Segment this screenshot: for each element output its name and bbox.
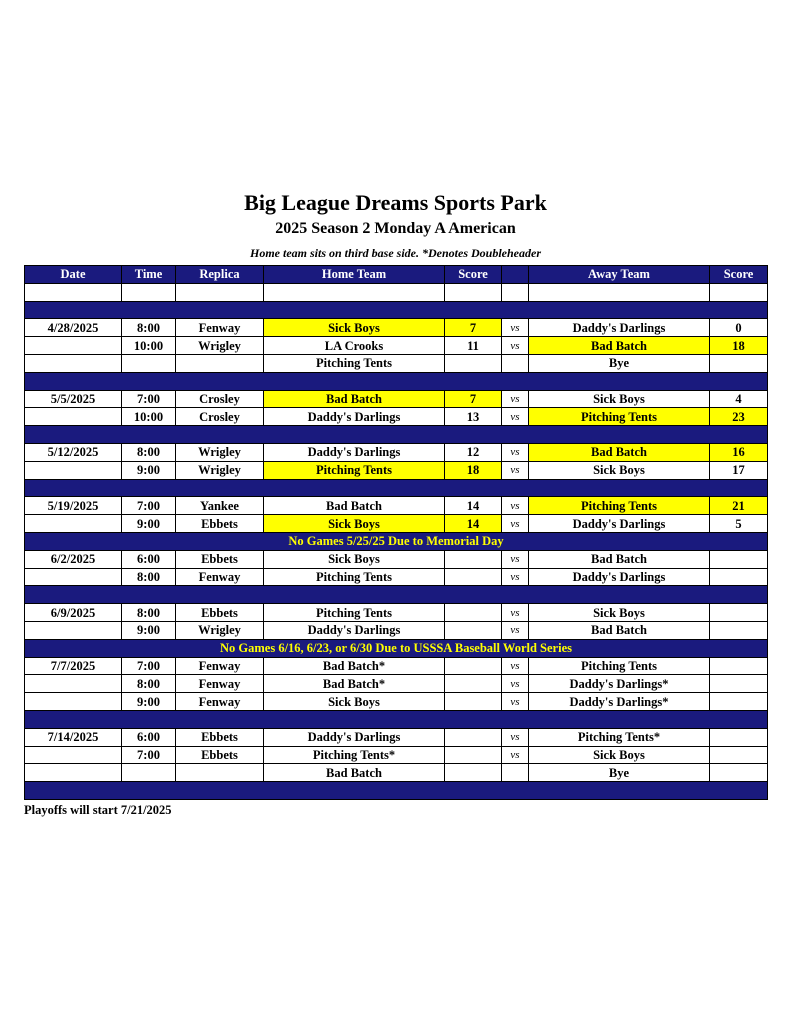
away-score-cell: 0 bbox=[710, 319, 768, 337]
away-score-cell bbox=[710, 604, 768, 622]
date-cell: 5/19/2025 bbox=[25, 497, 122, 515]
replica-cell: Wrigley bbox=[176, 461, 264, 479]
page-subtitle: 2025 Season 2 Monday A American bbox=[275, 220, 516, 237]
col-header-away-team: Away Team bbox=[529, 266, 710, 284]
away-team-cell: Bye bbox=[529, 764, 710, 782]
replica-cell: Ebbets bbox=[176, 728, 264, 746]
home-score-cell bbox=[445, 568, 502, 586]
vs-cell: vs bbox=[502, 675, 529, 693]
home-score-cell bbox=[445, 604, 502, 622]
separator-row bbox=[25, 426, 768, 444]
date-cell: 6/2/2025 bbox=[25, 550, 122, 568]
vs-cell: vs bbox=[502, 550, 529, 568]
separator-bar bbox=[25, 710, 768, 728]
time-cell: 7:00 bbox=[122, 390, 176, 408]
replica-cell: Yankee bbox=[176, 497, 264, 515]
away-team-cell: Bye bbox=[529, 354, 710, 372]
date-cell bbox=[25, 461, 122, 479]
replica-cell bbox=[176, 764, 264, 782]
game-row bbox=[25, 443, 768, 461]
col-header-replica: Replica bbox=[176, 266, 264, 284]
game-row bbox=[25, 354, 768, 372]
away-team-cell: Bad Batch bbox=[529, 337, 710, 355]
date-cell bbox=[25, 283, 122, 301]
header-row bbox=[25, 266, 768, 284]
no-games-message: No Games 5/25/25 Due to Memorial Day bbox=[25, 532, 768, 550]
separator-row bbox=[25, 372, 768, 390]
date-cell bbox=[25, 408, 122, 426]
time-cell: 8:00 bbox=[122, 443, 176, 461]
game-row bbox=[25, 461, 768, 479]
vs-cell: vs bbox=[502, 443, 529, 461]
replica-cell: Ebbets bbox=[176, 604, 264, 622]
col-header-date: Date bbox=[25, 266, 122, 284]
vs-cell: vs bbox=[502, 337, 529, 355]
date-cell: 5/5/2025 bbox=[25, 390, 122, 408]
away-score-cell: 23 bbox=[710, 408, 768, 426]
time-cell: 6:00 bbox=[122, 550, 176, 568]
home-score-cell: 18 bbox=[445, 461, 502, 479]
game-row bbox=[25, 390, 768, 408]
date-cell bbox=[25, 354, 122, 372]
away-score-cell bbox=[710, 764, 768, 782]
time-cell: 10:00 bbox=[122, 408, 176, 426]
vs-cell: vs bbox=[502, 621, 529, 639]
time-cell: 8:00 bbox=[122, 568, 176, 586]
no-games-row bbox=[25, 532, 768, 550]
home-team-cell: Sick Boys bbox=[264, 515, 445, 533]
date-cell: 7/14/2025 bbox=[25, 728, 122, 746]
away-score-cell bbox=[710, 550, 768, 568]
away-score-cell bbox=[710, 621, 768, 639]
home-team-cell: Daddy's Darlings bbox=[264, 728, 445, 746]
home-team-cell: Daddy's Darlings bbox=[264, 621, 445, 639]
separator-row bbox=[25, 301, 768, 319]
away-score-cell bbox=[710, 354, 768, 372]
home-score-cell: 12 bbox=[445, 443, 502, 461]
schedule-table bbox=[24, 265, 768, 800]
vs-cell: vs bbox=[502, 657, 529, 675]
playoffs-note: Playoffs will start 7/21/2025 bbox=[24, 803, 172, 817]
home-team-cell: Daddy's Darlings bbox=[264, 408, 445, 426]
vs-cell: vs bbox=[502, 604, 529, 622]
game-row bbox=[25, 604, 768, 622]
separator-bar bbox=[25, 782, 768, 800]
col-header-home-score: Score bbox=[445, 266, 502, 284]
away-score-cell bbox=[710, 675, 768, 693]
game-row bbox=[25, 728, 768, 746]
home-score-cell: 11 bbox=[445, 337, 502, 355]
away-score-cell bbox=[710, 728, 768, 746]
replica-cell: Fenway bbox=[176, 319, 264, 337]
game-row bbox=[25, 497, 768, 515]
time-cell bbox=[122, 764, 176, 782]
game-row bbox=[25, 568, 768, 586]
home-team-cell: Pitching Tents bbox=[264, 354, 445, 372]
no-games-row bbox=[25, 639, 768, 657]
date-cell bbox=[25, 764, 122, 782]
time-cell: 8:00 bbox=[122, 604, 176, 622]
replica-cell: Crosley bbox=[176, 390, 264, 408]
time-cell: 8:00 bbox=[122, 319, 176, 337]
game-row bbox=[25, 550, 768, 568]
away-score-cell: 18 bbox=[710, 337, 768, 355]
away-score-cell: 4 bbox=[710, 390, 768, 408]
away-team-cell: Daddy's Darlings* bbox=[529, 675, 710, 693]
page-title: Big League Dreams Sports Park bbox=[244, 190, 547, 215]
no-games-message: No Games 6/16, 6/23, or 6/30 Due to USSSA Baseball World Series bbox=[25, 639, 768, 657]
home-team-cell: Sick Boys bbox=[264, 550, 445, 568]
vs-cell: vs bbox=[502, 319, 529, 337]
time-cell bbox=[122, 283, 176, 301]
vs-cell bbox=[502, 764, 529, 782]
home-team-cell: Sick Boys bbox=[264, 693, 445, 711]
game-row bbox=[25, 693, 768, 711]
game-row bbox=[25, 621, 768, 639]
time-cell: 7:00 bbox=[122, 746, 176, 764]
replica-cell: Wrigley bbox=[176, 621, 264, 639]
vs-cell: vs bbox=[502, 515, 529, 533]
replica-cell bbox=[176, 283, 264, 301]
replica-cell: Ebbets bbox=[176, 550, 264, 568]
replica-cell: Crosley bbox=[176, 408, 264, 426]
away-score-cell bbox=[710, 746, 768, 764]
home-team-cell: Pitching Tents bbox=[264, 461, 445, 479]
date-cell bbox=[25, 675, 122, 693]
separator-row bbox=[25, 782, 768, 800]
time-cell bbox=[122, 354, 176, 372]
away-team-cell: Bad Batch bbox=[529, 443, 710, 461]
away-team-cell: Sick Boys bbox=[529, 604, 710, 622]
away-team-cell: Bad Batch bbox=[529, 621, 710, 639]
col-header-vs bbox=[502, 266, 529, 284]
replica-cell: Fenway bbox=[176, 693, 264, 711]
home-team-cell: Bad Batch* bbox=[264, 657, 445, 675]
away-team-cell: Daddy's Darlings bbox=[529, 515, 710, 533]
home-score-cell: 13 bbox=[445, 408, 502, 426]
date-cell bbox=[25, 693, 122, 711]
away-team-cell: Pitching Tents bbox=[529, 497, 710, 515]
separator-row bbox=[25, 586, 768, 604]
vs-cell: vs bbox=[502, 728, 529, 746]
away-team-cell: Daddy's Darlings* bbox=[529, 693, 710, 711]
replica-cell: Wrigley bbox=[176, 337, 264, 355]
game-row bbox=[25, 283, 768, 301]
game-row bbox=[25, 746, 768, 764]
vs-cell: vs bbox=[502, 693, 529, 711]
date-cell bbox=[25, 515, 122, 533]
home-team-cell: Daddy's Darlings bbox=[264, 443, 445, 461]
away-score-cell bbox=[710, 693, 768, 711]
home-team-cell: Pitching Tents bbox=[264, 568, 445, 586]
vs-cell bbox=[502, 283, 529, 301]
vs-cell bbox=[502, 354, 529, 372]
home-team-cell: Bad Batch* bbox=[264, 675, 445, 693]
away-team-cell: Pitching Tents bbox=[529, 408, 710, 426]
away-score-cell bbox=[710, 657, 768, 675]
time-cell: 9:00 bbox=[122, 515, 176, 533]
date-cell: 4/28/2025 bbox=[25, 319, 122, 337]
home-score-cell: 7 bbox=[445, 390, 502, 408]
home-score-cell bbox=[445, 354, 502, 372]
time-cell: 9:00 bbox=[122, 693, 176, 711]
away-team-cell: Daddy's Darlings bbox=[529, 568, 710, 586]
replica-cell: Ebbets bbox=[176, 515, 264, 533]
time-cell: 6:00 bbox=[122, 728, 176, 746]
home-team-cell: Bad Batch bbox=[264, 390, 445, 408]
date-cell: 5/12/2025 bbox=[25, 443, 122, 461]
home-score-cell bbox=[445, 693, 502, 711]
date-cell bbox=[25, 621, 122, 639]
vs-cell: vs bbox=[502, 568, 529, 586]
home-score-cell bbox=[445, 746, 502, 764]
home-score-cell bbox=[445, 728, 502, 746]
replica-cell: Ebbets bbox=[176, 746, 264, 764]
date-cell: 6/9/2025 bbox=[25, 604, 122, 622]
away-team-cell: Daddy's Darlings bbox=[529, 319, 710, 337]
home-score-cell bbox=[445, 764, 502, 782]
vs-cell: vs bbox=[502, 390, 529, 408]
away-team-cell bbox=[529, 283, 710, 301]
doubleheader-note: Home team sits on third base side. *Denotes Doubleheader bbox=[250, 246, 541, 260]
away-score-cell: 16 bbox=[710, 443, 768, 461]
separator-bar bbox=[25, 372, 768, 390]
game-row bbox=[25, 764, 768, 782]
vs-cell: vs bbox=[502, 408, 529, 426]
game-row bbox=[25, 675, 768, 693]
home-team-cell: Pitching Tents* bbox=[264, 746, 445, 764]
date-cell bbox=[25, 568, 122, 586]
game-row bbox=[25, 319, 768, 337]
replica-cell: Fenway bbox=[176, 568, 264, 586]
home-team-cell: Pitching Tents bbox=[264, 604, 445, 622]
home-team-cell: LA Crooks bbox=[264, 337, 445, 355]
away-team-cell: Sick Boys bbox=[529, 390, 710, 408]
home-score-cell bbox=[445, 283, 502, 301]
vs-cell: vs bbox=[502, 746, 529, 764]
col-header-home-team: Home Team bbox=[264, 266, 445, 284]
time-cell: 10:00 bbox=[122, 337, 176, 355]
col-header-away-score: Score bbox=[710, 266, 768, 284]
replica-cell: Wrigley bbox=[176, 443, 264, 461]
separator-bar bbox=[25, 426, 768, 444]
home-score-cell bbox=[445, 550, 502, 568]
date-cell bbox=[25, 746, 122, 764]
away-team-cell: Pitching Tents* bbox=[529, 728, 710, 746]
replica-cell: Fenway bbox=[176, 657, 264, 675]
away-team-cell: Sick Boys bbox=[529, 746, 710, 764]
time-cell: 9:00 bbox=[122, 461, 176, 479]
away-score-cell bbox=[710, 568, 768, 586]
away-team-cell: Sick Boys bbox=[529, 461, 710, 479]
vs-cell: vs bbox=[502, 497, 529, 515]
time-cell: 7:00 bbox=[122, 657, 176, 675]
away-score-cell: 21 bbox=[710, 497, 768, 515]
home-score-cell: 14 bbox=[445, 515, 502, 533]
away-team-cell: Pitching Tents bbox=[529, 657, 710, 675]
home-team-cell: Bad Batch bbox=[264, 764, 445, 782]
separator-bar bbox=[25, 586, 768, 604]
separator-bar bbox=[25, 301, 768, 319]
home-score-cell bbox=[445, 621, 502, 639]
game-row bbox=[25, 337, 768, 355]
separator-row bbox=[25, 479, 768, 497]
date-cell: 7/7/2025 bbox=[25, 657, 122, 675]
game-row bbox=[25, 657, 768, 675]
game-row bbox=[25, 515, 768, 533]
away-score-cell bbox=[710, 283, 768, 301]
home-team-cell bbox=[264, 283, 445, 301]
vs-cell: vs bbox=[502, 461, 529, 479]
replica-cell: Fenway bbox=[176, 675, 264, 693]
schedule-body bbox=[25, 283, 768, 799]
game-row bbox=[25, 408, 768, 426]
separator-bar bbox=[25, 479, 768, 497]
home-score-cell bbox=[445, 657, 502, 675]
away-score-cell: 17 bbox=[710, 461, 768, 479]
date-cell bbox=[25, 337, 122, 355]
time-cell: 7:00 bbox=[122, 497, 176, 515]
away-score-cell: 5 bbox=[710, 515, 768, 533]
time-cell: 8:00 bbox=[122, 675, 176, 693]
home-team-cell: Sick Boys bbox=[264, 319, 445, 337]
replica-cell bbox=[176, 354, 264, 372]
home-score-cell: 14 bbox=[445, 497, 502, 515]
home-score-cell bbox=[445, 675, 502, 693]
time-cell: 9:00 bbox=[122, 621, 176, 639]
away-team-cell: Bad Batch bbox=[529, 550, 710, 568]
separator-row bbox=[25, 710, 768, 728]
home-team-cell: Bad Batch bbox=[264, 497, 445, 515]
home-score-cell: 7 bbox=[445, 319, 502, 337]
col-header-time: Time bbox=[122, 266, 176, 284]
